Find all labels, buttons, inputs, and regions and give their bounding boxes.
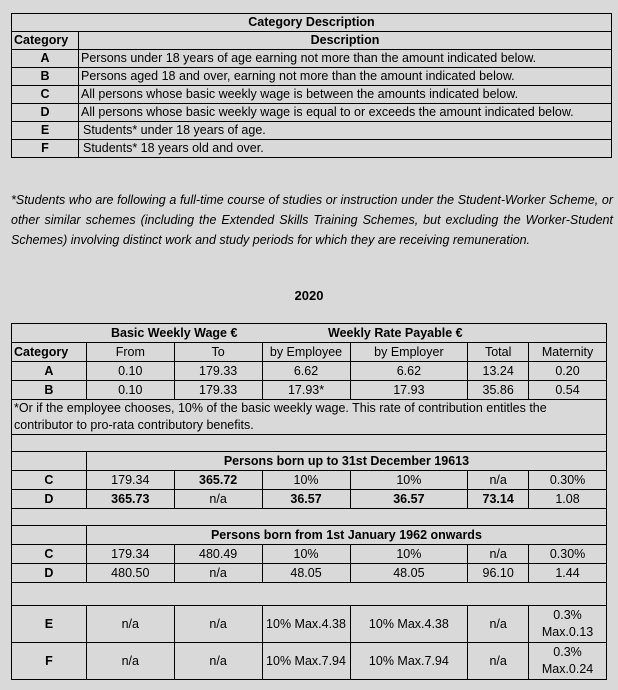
group2-title: Persons born from 1st January 1962 onwards [86,526,606,545]
basic-weekly-wage-header: Basic Weekly Wage € [86,324,262,343]
category-description: All persons whose basic weekly wage is equal to or exceeds the amount indicated below. [79,104,612,122]
maternity-column-header: Maternity [529,343,607,362]
to-value: 365.72 [174,471,262,490]
category-description: Persons under 18 years of age earning not more than the amount indicated below. [79,50,612,68]
employee-value: 10% [262,471,350,490]
category-code: D [12,104,79,122]
to-column-header: To [174,343,262,362]
category-code: A [12,362,87,381]
employer-value: 10% [350,545,468,564]
category-b-note: *Or if the employee chooses, 10% of the basic weekly wage. This rate of contribution entitles the contributor to pro-rata contributory benefits. [12,400,607,435]
maternity-value: 0.30% [529,471,607,490]
maternity-value: 0.54 [529,381,607,400]
maternity-value: 1.44 [529,564,607,583]
category-column-header: Category [12,343,87,362]
employee-value: 6.62 [262,362,350,381]
category-code: D [12,564,87,583]
employee-value: 36.57 [262,490,350,509]
total-value: 13.24 [468,362,529,381]
by-employee-column-header: by Employee [262,343,350,362]
category-code: E [12,606,87,643]
category-column-header: Category [12,32,79,50]
maternity-value: 0.3% Max.0.13 [529,606,607,643]
total-value: n/a [468,471,529,490]
from-value: 179.34 [86,545,174,564]
group1-title: Persons born up to 31st December 19613 [86,452,606,471]
employee-value: 10% Max.4.38 [262,606,350,643]
category-code: F [12,140,79,158]
employer-value: 10% Max.7.94 [350,643,468,680]
to-value: n/a [174,564,262,583]
category-description: Students* under 18 years of age. [79,122,612,140]
employee-value: 10% [262,545,350,564]
employer-value: 10% Max.4.38 [350,606,468,643]
category-description: All persons whose basic weekly wage is between the amounts indicated below. [79,86,612,104]
by-employer-column-header: by Employer [350,343,468,362]
category-table-title: Category Description [12,14,612,32]
employer-value: 48.05 [350,564,468,583]
category-description-table [11,13,612,158]
employer-value: 36.57 [350,490,468,509]
employee-value: 17.93* [262,381,350,400]
table-row [12,104,612,122]
total-value: n/a [468,606,529,643]
category-code: B [12,381,87,400]
table-row [12,86,612,104]
employee-value: 10% Max.7.94 [262,643,350,680]
maternity-value: 0.30% [529,545,607,564]
from-value: n/a [86,606,174,643]
to-value: n/a [174,643,262,680]
category-code: A [12,50,79,68]
to-value: 480.49 [174,545,262,564]
weekly-rate-payable-header: Weekly Rate Payable € [262,324,529,343]
employer-value: 10% [350,471,468,490]
from-value: 480.50 [86,564,174,583]
total-column-header: Total [468,343,529,362]
from-value: 0.10 [86,362,174,381]
table-row [12,545,607,564]
description-column-header: Description [79,32,612,50]
category-code: E [12,122,79,140]
table-row [12,564,607,583]
maternity-value: 0.3% Max.0.24 [529,643,607,680]
table-row [12,490,607,509]
year-heading: 2020 [294,288,324,303]
employee-value: 48.05 [262,564,350,583]
to-value: n/a [174,490,262,509]
category-description: Students* 18 years old and over. [79,140,612,158]
from-column-header: From [86,343,174,362]
category-code: C [12,86,79,104]
table-row [12,606,607,643]
category-description: Persons aged 18 and over, earning not more than the amount indicated below. [79,68,612,86]
from-value: 179.34 [86,471,174,490]
category-code: D [12,490,87,509]
to-value: 179.33 [174,381,262,400]
students-footnote: *Students who are following a full-time course of studies or instruction under the Student-Worker Scheme, or other similar schemes (including the Extended Skills Training Schemes, but excluding the Worker-Student Schemes) involving distinct work and study periods for which they are receiving remuneration. [11,193,613,247]
table-row [12,122,612,140]
table-row [12,471,607,490]
table-row [12,140,612,158]
maternity-value: 0.20 [529,362,607,381]
from-value: 365.73 [86,490,174,509]
total-value: n/a [468,545,529,564]
maternity-value: 1.08 [529,490,607,509]
total-value: n/a [468,643,529,680]
employer-value: 17.93 [350,381,468,400]
to-value: 179.33 [174,362,262,381]
table-row [12,362,607,381]
table-row [12,381,607,400]
category-code: C [12,471,87,490]
table-row [12,643,607,680]
from-value: 0.10 [86,381,174,400]
category-code: C [12,545,87,564]
category-code: B [12,68,79,86]
to-value: n/a [174,606,262,643]
total-value: 73.14 [468,490,529,509]
contribution-rates-table [11,323,607,680]
table-row [12,68,612,86]
employer-value: 6.62 [350,362,468,381]
category-code: F [12,643,87,680]
from-value: n/a [86,643,174,680]
total-value: 35.86 [468,381,529,400]
table-row [12,50,612,68]
total-value: 96.10 [468,564,529,583]
